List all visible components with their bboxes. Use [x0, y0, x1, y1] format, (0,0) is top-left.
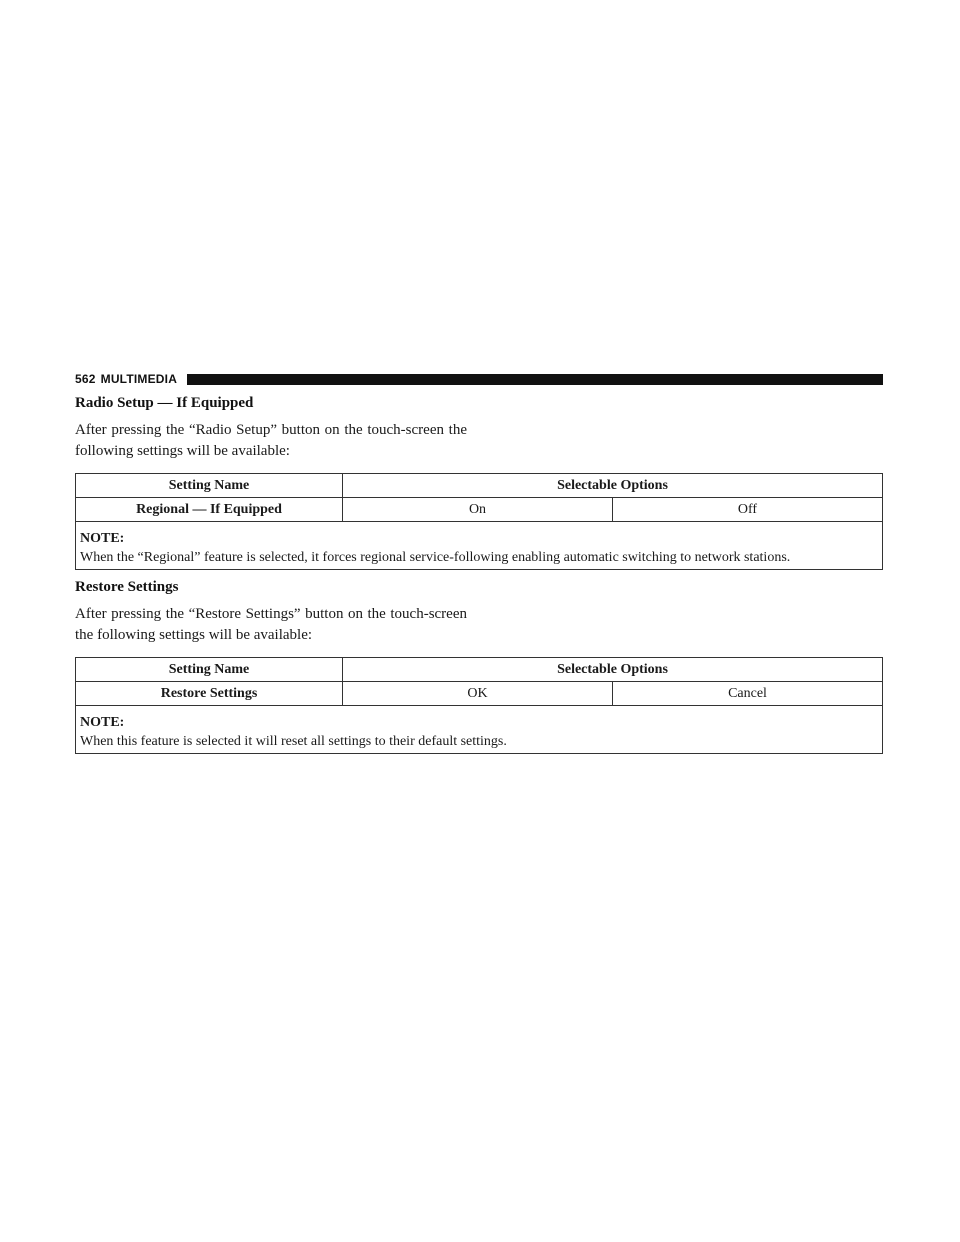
- setting-name-cell: Regional — If Equipped: [76, 498, 343, 522]
- option-cell: OK: [343, 682, 613, 706]
- setting-name-cell: Restore Settings: [76, 682, 343, 706]
- header-bar: [187, 374, 883, 385]
- table-header-row: [76, 658, 883, 682]
- radio-setup-table: [75, 473, 883, 570]
- note-cell: [76, 522, 883, 570]
- column-header-selectable-options: Selectable Options: [343, 658, 883, 682]
- intro-restore-settings: After pressing the “Restore Settings” button on the touch-screen the following settings will be available:: [75, 606, 467, 643]
- option-cell: Cancel: [613, 682, 883, 706]
- section-title-restore-settings: Restore Settings: [75, 579, 179, 595]
- column-header-setting-name: Setting Name: [76, 658, 343, 682]
- intro-radio-setup: After pressing the “Radio Setup” button on the touch-screen the following settings will be available:: [75, 422, 467, 459]
- table-row: [76, 682, 883, 706]
- note-row: [76, 522, 883, 570]
- section-title-radio-setup: Radio Setup — If Equipped: [75, 395, 254, 411]
- note-row: [76, 706, 883, 754]
- restore-settings-table: [75, 657, 883, 754]
- note-label: NOTE:: [80, 531, 125, 546]
- note-label: NOTE:: [80, 715, 125, 730]
- option-cell: Off: [613, 498, 883, 522]
- note-cell: [76, 706, 883, 754]
- option-cell: On: [343, 498, 613, 522]
- page-header: [75, 370, 883, 388]
- column-header-selectable-options: Selectable Options: [343, 474, 883, 498]
- section-name: MULTIMEDIA: [100, 372, 178, 386]
- column-header-setting-name: Setting Name: [76, 474, 343, 498]
- page-content: [75, 393, 882, 754]
- table-header-row: [76, 474, 883, 498]
- note-text: When this feature is selected it will reset all settings to their default settings.: [80, 734, 507, 749]
- table-row: [76, 498, 883, 522]
- page-number: 562: [75, 372, 96, 386]
- note-text: When the “Regional” feature is selected, it forces regional service-following enabling automatic switching to network stations.: [80, 550, 791, 565]
